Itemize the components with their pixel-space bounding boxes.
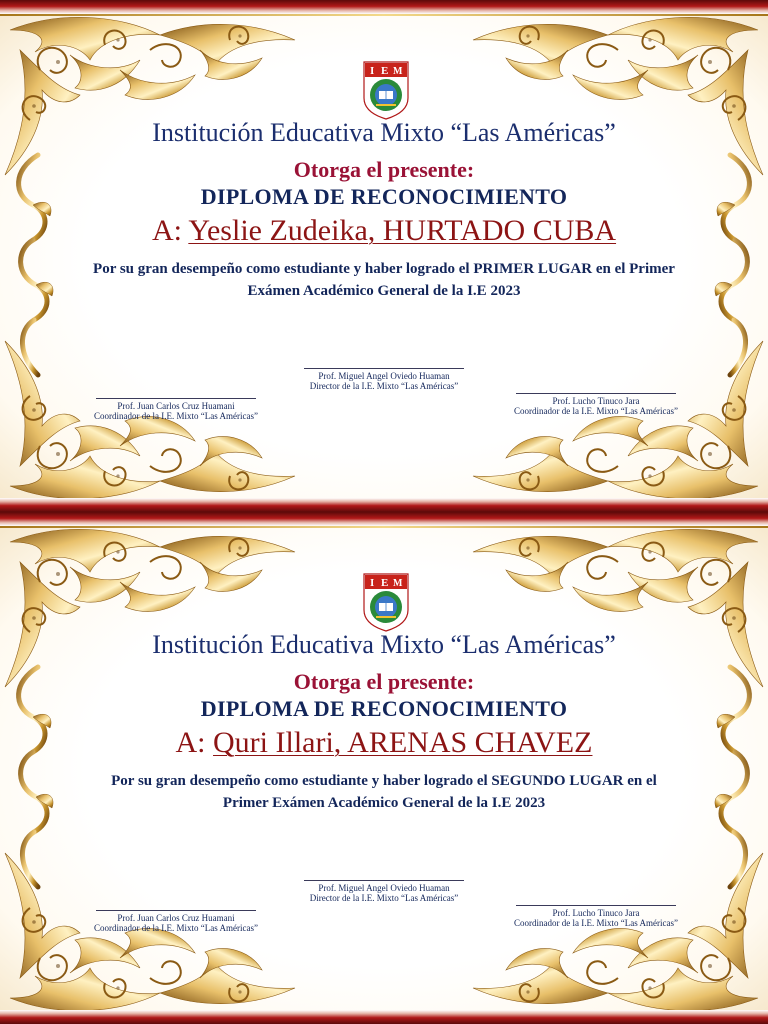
signer-name: Prof. Lucho Tinuco Jara: [552, 396, 640, 406]
signature-line: [516, 905, 676, 906]
signature-director: [284, 368, 484, 391]
institution-name: Institución Educativa Mixto “Las Américas”: [152, 630, 616, 659]
signer-name: Prof. Lucho Tinuco Jara: [552, 908, 640, 918]
recipient-prefix: A:: [175, 726, 206, 759]
signature-line: [516, 393, 676, 394]
recipient-name: Quri Illari, ARENAS CHAVEZ: [213, 726, 593, 759]
diploma-title: DIPLOMA DE RECONOCIMIENTO: [200, 184, 568, 209]
bottom-red-border: [0, 498, 768, 512]
school-crest-icon: [362, 60, 410, 120]
diploma-card-second: [0, 512, 768, 1024]
recipient-line: [0, 726, 768, 760]
signature-line: [304, 880, 464, 881]
diploma-title: DIPLOMA DE RECONOCIMIENTO: [200, 696, 568, 721]
signature-coordinator-right: [496, 905, 696, 928]
signature-director: [284, 880, 484, 903]
signer-role: Director de la I.E. Mixto “Las Américas”: [309, 381, 459, 391]
grant-text: Otorga el presente:: [293, 157, 475, 182]
signature-coordinator-left: [76, 398, 276, 421]
signer-role: Director de la I.E. Mixto “Las Américas”: [309, 893, 459, 903]
grant-text: Otorga el presente:: [293, 669, 475, 694]
school-crest-icon: [362, 572, 410, 632]
signature-coordinator-left: [76, 910, 276, 933]
bottom-red-border: [0, 1010, 768, 1024]
signature-line: [96, 910, 256, 911]
signer-name: Prof. Juan Carlos Cruz Huamani: [117, 913, 235, 923]
signature-line: [304, 368, 464, 369]
signer-role: Coordinador de la I.E. Mixto “Las Américas”: [94, 923, 258, 933]
signer-name: Prof. Miguel Angel Oviedo Huaman: [318, 883, 450, 893]
signer-role: Coordinador de la I.E. Mixto “Las Américas”: [94, 411, 258, 421]
recipient-line: [0, 214, 768, 248]
signer-role: Coordinador de la I.E. Mixto “Las Américas”: [514, 918, 678, 928]
signature-coordinator-right: [496, 393, 696, 416]
recipient-name: Yeslie Zudeika, HURTADO CUBA: [188, 214, 617, 247]
award-reason: Por su gran desempeño como estudiante y haber logrado el PRIMER LUGAR en el Primer Exámen Académico General de la I.E 2023: [93, 261, 675, 299]
signature-line: [96, 398, 256, 399]
signer-role: Coordinador de la I.E. Mixto “Las Américas”: [514, 406, 678, 416]
award-reason: Por su gran desempeño como estudiante y haber logrado el SEGUNDO LUGAR en el Primer Exámen Académico General de la I.E 2023: [111, 773, 657, 811]
recipient-prefix: A:: [151, 214, 182, 247]
institution-name: Institución Educativa Mixto “Las Américas”: [152, 118, 616, 147]
signer-name: Prof. Juan Carlos Cruz Huamani: [117, 401, 235, 411]
signer-name: Prof. Miguel Angel Oviedo Huaman: [318, 371, 450, 381]
